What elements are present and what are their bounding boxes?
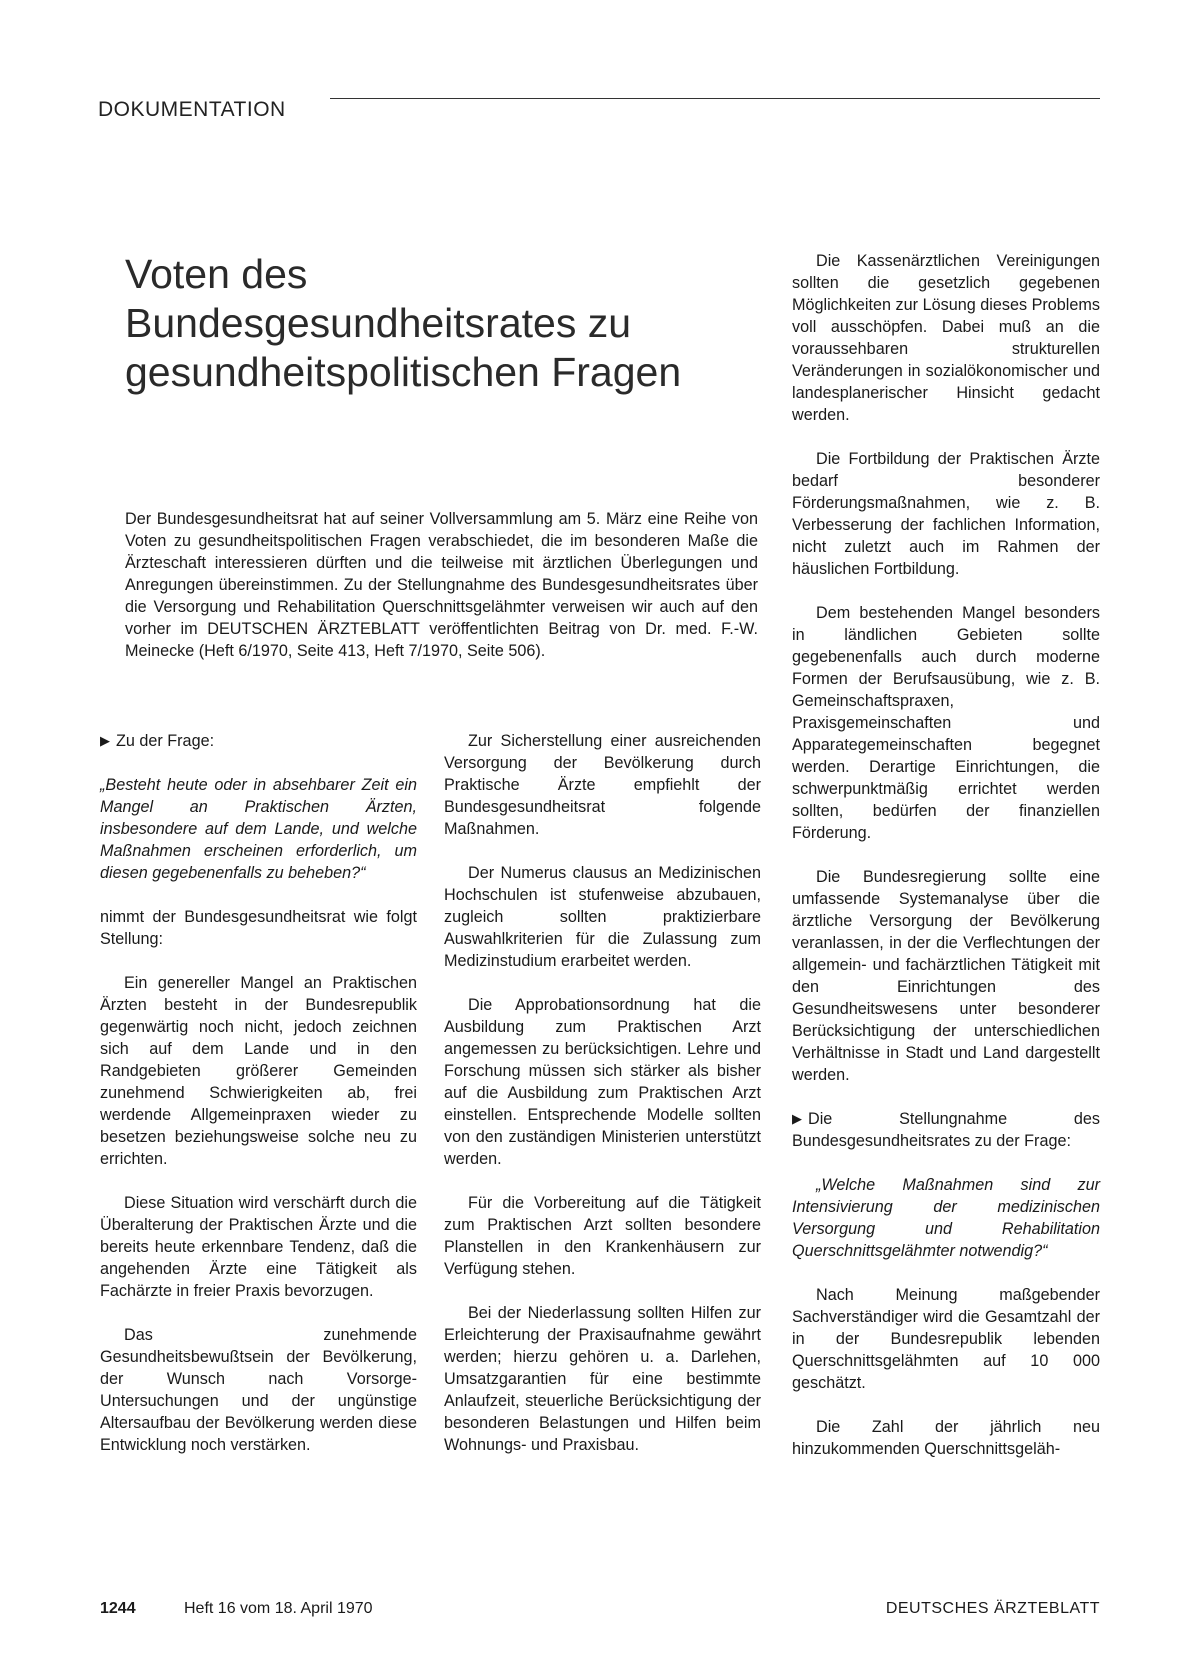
journal-name: DEUTSCHES ÄRZTEBLATT xyxy=(885,1600,1100,1617)
title-line-3: gesundheitspolitischen Fragen xyxy=(125,349,682,395)
article-title xyxy=(125,250,745,397)
section-label: DOKUMENTATION xyxy=(98,98,286,121)
paragraph: Für die Vorbereitung auf die Tätigkeit zum Praktischen Arzt sollten besondere Planstellen in den Krankenhäusern zur Verfügung stehen. xyxy=(444,1194,761,1278)
paragraph: Nach Meinung maßgebender Sachverständiger wird die Gesamtzahl der in der Bundesrepublik lebenden Querschnittsgelähmten auf 10 000 geschätzt. xyxy=(792,1286,1100,1392)
question-text: „Welche Maßnahmen sind zur Intensivierung der medizinischen Versorgung und Rehabilitation Querschnittsgelähmter notwendig?“ xyxy=(792,1176,1100,1260)
title-line-2: Bundesgesundheitsrates zu xyxy=(125,300,632,346)
column-middle xyxy=(444,730,761,1478)
column-right xyxy=(792,250,1100,1482)
paragraph: Dem bestehenden Mangel besonders in ländlichen Gebieten sollte gegebenenfalls auch durch moderne Formen der Berufsausübung, wie z. B. Gemeinschaftspraxen, Praxisgemeinschaften und Apparategemeinschaften begegnet werden. Derartige Einrichtungen, die schwerpunktmäßig errichtet werden sollten, bedürfen der finanziellen Förderung. xyxy=(792,604,1100,842)
title-line-1: Voten des xyxy=(125,251,308,297)
question-intro-text: Die Stellungnahme des Bundesgesundheitsrates zu der Frage: xyxy=(792,1110,1100,1150)
arrow-right-icon: ▶ xyxy=(792,1111,802,1126)
paragraph: Die Zahl der jährlich neu hinzukommenden Querschnittsgeläh- xyxy=(792,1418,1100,1458)
header-rule xyxy=(330,98,1100,99)
paragraph: Das zunehmende Gesundheitsbewußtsein der Bevölkerung, der Wunsch nach Vorsorge-Untersuchungen und der ungünstige Altersaufbau der Bevölkerung werden diese Entwicklung noch verstärken. xyxy=(100,1326,417,1454)
page-number: 1244 xyxy=(100,1600,136,1617)
statement-intro: nimmt der Bundesgesundheitsrat wie folgt Stellung: xyxy=(100,908,417,948)
question-intro-text: Zu der Frage: xyxy=(116,732,215,750)
paragraph: Die Kassenärztlichen Vereinigungen sollten die gesetzlich gegebenen Möglichkeiten zur Lösung dieses Problems voll ausschöpfen. Dabei muß an die voraussehbaren strukturellen Veränderungen in sozialökonomischer und landesplanerischer Hinsicht gedacht werden. xyxy=(792,252,1100,424)
paragraph: Ein genereller Mangel an Praktischen Ärzten besteht in der Bundesrepublik gegenwärtig noch nicht, jedoch zeichnen sich auf dem Lande und in den Randgebieten größerer Gemeinden zunehmend Schwierigkeiten ab, frei werdende Allgemeinpraxen wieder zu besetzen beziehungsweise solche neu zu errichten. xyxy=(100,974,417,1168)
question-intro xyxy=(792,1108,1100,1152)
paragraph: Bei der Niederlassung sollten Hilfen zur Erleichterung der Praxisaufnahme gewährt werden; hierzu gehören u. a. Darlehen, Umsatzgarantien für eine bestimmte Anlaufzeit, steuerliche Berücksichtigung der besonderen Belastungen und Hilfen beim Wohnungs- und Praxisbau. xyxy=(444,1304,761,1454)
paragraph: Diese Situation wird verschärft durch die Überalterung der Praktischen Ärzte und die bereits heute erkennbare Tendenz, daß die angehenden Ärzte eine Tätigkeit als Fachärzte in freier Praxis bevorzugen. xyxy=(100,1194,417,1300)
question-text: „Besteht heute oder in absehbarer Zeit ein Mangel an Praktischen Ärzten, insbesondere auf dem Lande, und welche Maßnahmen erscheinen erforderlich, um diesen gegebenenfalls zu beheben?“ xyxy=(100,776,417,882)
paragraph: Zur Sicherstellung einer ausreichenden Versorgung der Bevölkerung durch Praktische Ärzte empfiehlt der Bundesgesundheitsrat folgende Maßnahmen. xyxy=(444,732,761,838)
paragraph: Die Bundesregierung sollte eine umfassende Systemanalyse über die ärztliche Versorgung der Bevölkerung veranlassen, in der die Verflechtungen der allgemein- und fachärztlichen Tätigkeit mit den Einrichtungen des Gesundheitswesens unter besonderer Berücksichtigung der unterschiedlichen Verhältnisse in Stadt und Land dargestellt werden. xyxy=(792,868,1100,1084)
lead-paragraph: Der Bundesgesundheitsrat hat auf seiner Vollversammlung am 5. März eine Reihe von Voten zu gesundheitspolitischen Fragen verabschiedet, die im besonderen Maße die Ärzteschaft interessieren dürften und die teilweise mit ärztlichen Überlegungen und Anregungen übereinstimmen. Zu der Stellungnahme des Bundesgesundheitsrates über die Versorgung und Rehabilitation Querschnittsgelähmter verweisen wir auch auf den vorher im DEUTSCHEN ÄRZTEBLATT veröffentlichten Beitrag von Dr. med. F.-W. Meinecke (Heft 6/1970, Seite 413, Heft 7/1970, Seite 506). xyxy=(125,510,758,660)
paragraph: Der Numerus clausus an Medizinischen Hochschulen ist stufenweise abzubauen, zugleich sollten praktizierbare Auswahlkriterien für die Zulassung zum Medizinstudium erarbeitet werden. xyxy=(444,864,761,970)
arrow-right-icon: ▶ xyxy=(100,733,110,748)
paragraph: Die Fortbildung der Praktischen Ärzte bedarf besonderer Förderungsmaßnahmen, wie z. B. Verbesserung der fachlichen Information, nicht zuletzt auch im Rahmen der häuslichen Fortbildung. xyxy=(792,450,1100,578)
column-left xyxy=(100,730,417,1478)
issue-info: Heft 16 vom 18. April 1970 xyxy=(184,1600,373,1617)
paragraph: Die Approbationsordnung hat die Ausbildung zum Praktischen Arzt angemessen zu berücksichtigen. Lehre und Forschung müssen sich stärker als bisher auf die Ausbildung zum Praktischen Arzt einstellen. Entsprechende Modelle sollten von den zuständigen Ministerien unterstützt werden. xyxy=(444,996,761,1168)
question-intro xyxy=(100,730,417,752)
